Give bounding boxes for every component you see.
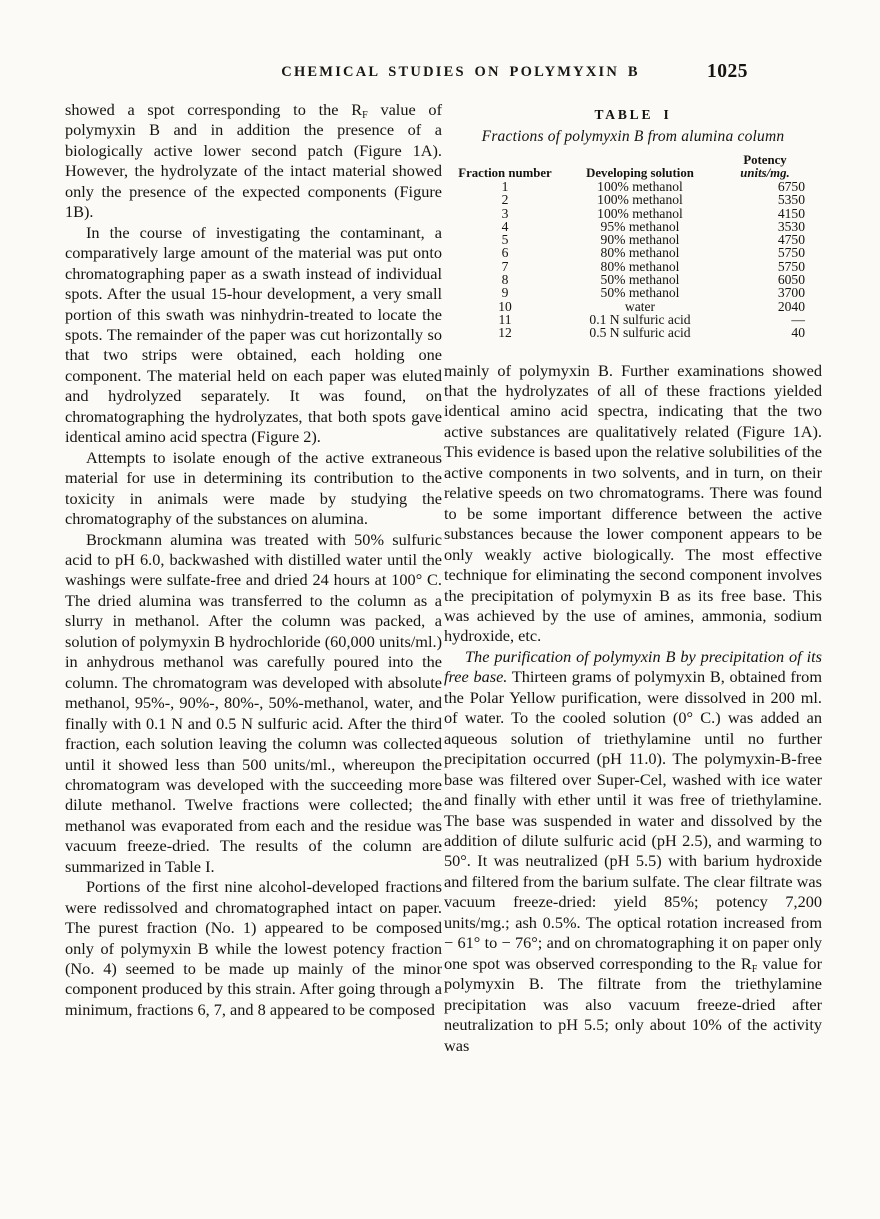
- running-head: CHEMICAL STUDIES ON POLYMYXIN B: [281, 64, 640, 80]
- right-column-text: [444, 361, 822, 1056]
- table-cell: 0.1 N sulfuric acid: [589, 311, 691, 327]
- table-cell: 6750: [777, 179, 805, 194]
- table-cell: 50% methanol: [600, 272, 680, 288]
- table-row: [455, 326, 805, 339]
- table-row: [455, 313, 805, 326]
- table-row: [455, 300, 805, 313]
- paragraph-text: Thirteen grams of polymyxin B, obtained from the Polar Yellow purification, were dissolved in 200 ml. of water. To the cooled solution (0° C.) was added an aqueous solution of triethylamine until no further precipitation occurred (pH 11.0). The polymyxin-B-free base was filtered over Super-Cel, washed with ice water and finally with ether until it was free of triethylamine. The base was suspended in water and dissolved by the addition of dilute sulfuric acid (pH 2.5), and warming to 50°. It was neutralized (pH 5.5) with barium hydroxide and filtered from the barium sulfate. The clear filtrate was vacuum freeze-dried: yield 85%; potency 7,200 units/mg.; ash 0.5%. The optical rotation increased from − 61° to − 76°; and on chromatographing it on paper only one spot was observed corresponding to the R: [444, 667, 822, 973]
- col-header-potency: [725, 154, 805, 180]
- table-cell: 40: [791, 325, 805, 341]
- paragraph-text: Portions of the first nine alcohol-developed fractions were redissolved and chromatographed intact on paper. The purest fraction (No. 1) appeared to be composed only of polymyxin B while the lowest potency fraction (No. 4) seemed to be made up mainly of the minor component produced by this strain. After going through a minimum, fractions 6, 7, and 8 appeared to be composed: [65, 877, 442, 1019]
- paragraph-text: Attempts to isolate enough of the active extraneous material for use in determining its contribution to the toxicity in animals were made by studying the chromatography of the substances on alumina.: [65, 447, 442, 529]
- table-cell: 8: [501, 272, 509, 288]
- table-cell: water: [624, 298, 656, 314]
- table-head: [455, 154, 805, 180]
- table-i-block: [444, 100, 822, 340]
- paragraph-text: In the course of investigating the contaminant, a comparatively large amount of the material was put onto chromatographing paper as a swath instead of individual spots. After the usual 15-hour development, a very small portion of this swath was ninhydrin-treated to locate the spots. The remainder of the paper was cut horizontally so that two strips were obtained, each holding one component. The material held on each paper was eluted and hydrolyzed separately. It was found, on chromatographing the hydrolyzates, that both spots gave identical amino acid spectra (Figure 2).: [65, 222, 442, 447]
- paragraph-text: showed a spot corresponding to the R: [65, 100, 363, 119]
- table-row: [455, 233, 805, 246]
- table-cell: 2040: [777, 298, 805, 314]
- table-cell: 9: [501, 285, 509, 301]
- paragraph: [65, 100, 442, 223]
- col-header-fraction-number: Fraction number: [458, 166, 552, 180]
- table-cell: 6: [501, 245, 509, 261]
- table-cell: —: [791, 311, 805, 327]
- table-row: [455, 220, 805, 233]
- paragraph: [444, 361, 822, 647]
- paragraph: [65, 223, 442, 448]
- table-cell: 100% methanol: [597, 192, 683, 208]
- right-column: [444, 100, 822, 1056]
- table-cell: 5750: [777, 258, 805, 274]
- subscript-text: F: [362, 109, 368, 121]
- fractions-table: [455, 154, 805, 340]
- table-row: [455, 180, 805, 193]
- table-cell: 80% methanol: [600, 258, 680, 274]
- table-cell: 80% methanol: [600, 245, 680, 261]
- table-cell: 10: [498, 298, 512, 314]
- page-header: [65, 61, 822, 88]
- table-row: [455, 273, 805, 286]
- table-cell: 3530: [777, 218, 805, 234]
- table-cell: 90% methanol: [600, 232, 680, 248]
- table-cell: 1: [501, 179, 509, 194]
- table-cell: 12: [498, 325, 512, 341]
- table-cell: 3: [501, 205, 509, 221]
- table-cell: 100% methanol: [597, 179, 683, 194]
- col-header-developing-solution: Developing solution: [586, 166, 694, 180]
- left-column: [65, 100, 442, 1020]
- table-cell: 4150: [777, 205, 805, 221]
- table-cell: 5350: [777, 192, 805, 208]
- table-row: [455, 286, 805, 299]
- table-header-row: [455, 154, 805, 180]
- table-cell: 4750: [777, 232, 805, 248]
- paragraph-text: Brockmann alumina was treated with 50% sulfuric acid to pH 6.0, backwashed with distilled water until the washings were sulfate-free and dried 24 hours at 100° C. The dried alumina was transferred to the column as a slurry in methanol. After the column was packed, a solution of polymyxin B hydrochloride (60,000 units/ml.) in anhydrous methanol was carefully poured into the column. The chromatogram was developed with absolute methanol, 95%-, 90%-, 80%-, 50%-methanol, water, and finally with 0.1 N and 0.5 N sulfuric acid. After the third fraction, each solution leaving the column was collected until it showed less than 500 units/ml., whereupon the chromatogram was developed with the succeeding more dilute methanol. Twelve fractions were collected; the methanol was evaporated from each and the residue was vacuum freeze-dried. The results of the column are summarized in Table I.: [65, 529, 442, 876]
- page-number: 1025: [707, 61, 748, 82]
- paragraph: [65, 530, 442, 878]
- table-label: TABLE I: [594, 107, 672, 122]
- table-row: [455, 207, 805, 220]
- table-cell: 2: [501, 192, 509, 208]
- table-cell: 3700: [777, 285, 805, 301]
- table-cell: 4: [501, 218, 509, 234]
- table-cell: 7: [501, 258, 509, 274]
- paragraph: [65, 877, 442, 1020]
- subscript-text: F: [751, 963, 758, 975]
- table-cell: 100% methanol: [597, 205, 683, 221]
- table-cell: 5: [501, 232, 509, 248]
- table-cell: 6050: [777, 272, 805, 288]
- paragraph-text: The purification of polymyxin B by precipitation of its free base.: [444, 646, 822, 687]
- table-body: [455, 180, 805, 340]
- table-cell: 50% methanol: [600, 285, 680, 301]
- table-row: [455, 260, 805, 273]
- table-caption: Fractions of polymyxin B from alumina column: [481, 128, 785, 145]
- paragraph: [65, 448, 442, 530]
- col-header-potency-line2: units/mg.: [740, 166, 790, 180]
- col-header-potency-line1: Potency: [743, 153, 787, 167]
- paragraph-text: value of polymyxin B and in addition the presence of a biologically active lower second patch (Figure 1A). However, the hydrolyzate of the intact material showed only the presence of the expected components (Figure 1B).: [65, 100, 442, 222]
- paragraph-text: value for polymyxin B. The filtrate from the triethylamine precipitation was also vacuum freeze-dried after neutralization to pH 5.5; only about 10% of the activity was: [444, 953, 822, 1055]
- paragraph-text: mainly of polymyxin B. Further examinations showed that the hydrolyzates of all of these fractions yielded identical amino acid spectra, indicating that the two active substances are qualitatively related (Figure 1A). This evidence is based upon the relative solubilities of the active components in two solvents, and in turn, on their relative speeds on two chromatograms. There was found to be some important difference between the active substances because the lower component appears to be only weakly active biologically. The most effective technique for eliminating the second component involves the precipitation of polymyxin B as its free base. This was achieved by the use of amines, ammonia, sodium hydroxide, etc.: [444, 360, 822, 646]
- table-cell: 5750: [777, 245, 805, 261]
- paragraph: [444, 647, 822, 1056]
- table-cell: 95% methanol: [600, 218, 680, 234]
- table-cell: 11: [498, 311, 512, 327]
- table-cell: 0.5 N sulfuric acid: [589, 325, 691, 341]
- table-row: [455, 193, 805, 206]
- table-row: [455, 246, 805, 259]
